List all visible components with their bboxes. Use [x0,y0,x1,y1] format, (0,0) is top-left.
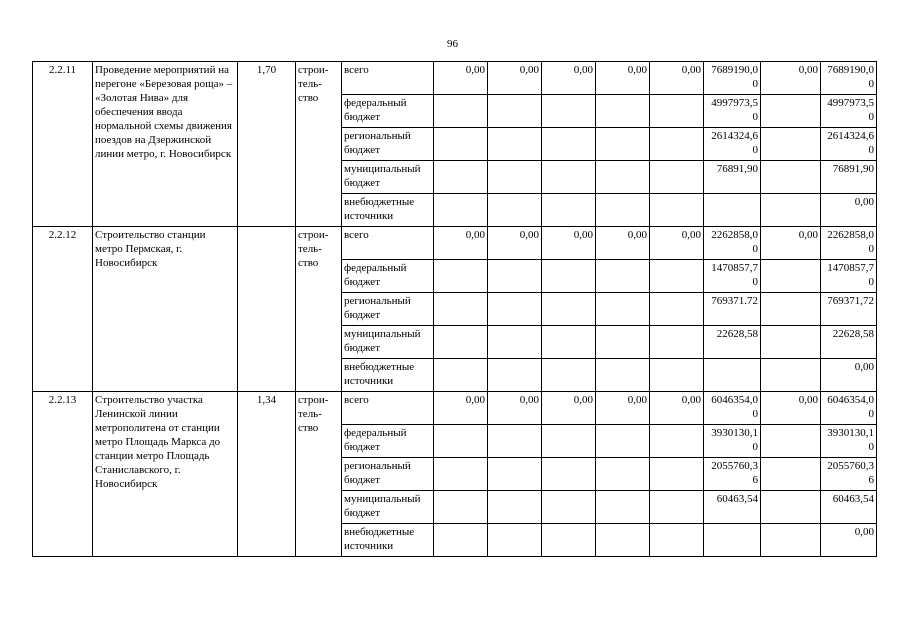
funding-source-label: федеральный бюджет [342,95,434,128]
amount-v3 [542,491,596,524]
amount-v3 [542,128,596,161]
amount-v2: 0,00 [488,227,542,260]
amount-v7 [761,425,821,458]
amount-v1 [434,425,488,458]
funding-source-label: всего [342,227,434,260]
amount-v6: 2614324,60 [704,128,761,161]
amount-v2 [488,260,542,293]
amount-v4 [596,194,650,227]
amount-v7 [761,161,821,194]
amount-v2 [488,491,542,524]
page-number: 96 [447,38,458,50]
funding-source-label: региональный бюджет [342,458,434,491]
amount-v7 [761,359,821,392]
amount-total: 2262858,00 [821,227,877,260]
amount-v7 [761,458,821,491]
amount-v1 [434,458,488,491]
amount-v2 [488,293,542,326]
funding-source-label: внебюджетные источники [342,359,434,392]
amount-v6: 769371.72 [704,293,761,326]
item-type: строи-тель-ство [296,392,342,557]
amount-v5 [650,260,704,293]
amount-v6: 3930130,10 [704,425,761,458]
amount-v3 [542,359,596,392]
amount-v4: 0,00 [596,227,650,260]
amount-v3: 0,00 [542,392,596,425]
amount-total: 0,00 [821,524,877,557]
item-name: Строительство станции метро Пермская, г. Новосибирск [93,227,238,392]
amount-v3 [542,524,596,557]
funding-source-label: федеральный бюджет [342,425,434,458]
amount-total: 2055760,36 [821,458,877,491]
amount-v4 [596,293,650,326]
amount-v5: 0,00 [650,392,704,425]
amount-v2 [488,194,542,227]
amount-total: 4997973,50 [821,95,877,128]
amount-v1 [434,95,488,128]
table-row [33,227,877,260]
item-name: Проведение мероприятий на перегоне «Березовая роща» – «Золотая Нива» для обеспечения ввода нормальной схемы движения поездов на Дзержинской линии метро, г. Новосибирск [93,62,238,227]
amount-v4 [596,359,650,392]
amount-v1: 0,00 [434,62,488,95]
amount-v7 [761,524,821,557]
amount-v1 [434,161,488,194]
table-row [33,392,877,425]
amount-v4: 0,00 [596,392,650,425]
amount-v5 [650,194,704,227]
amount-v5 [650,524,704,557]
amount-v2 [488,161,542,194]
amount-v4 [596,491,650,524]
amount-total: 1470857,70 [821,260,877,293]
amount-v5 [650,425,704,458]
amount-v7 [761,128,821,161]
amount-v4 [596,524,650,557]
amount-total: 3930130,10 [821,425,877,458]
amount-v7 [761,95,821,128]
amount-total: 7689190,00 [821,62,877,95]
amount-v5 [650,293,704,326]
amount-v7: 0,00 [761,227,821,260]
amount-v7 [761,293,821,326]
amount-v5 [650,95,704,128]
amount-v4 [596,326,650,359]
amount-v4 [596,128,650,161]
amount-v1 [434,128,488,161]
item-type: строи-тель-ство [296,62,342,227]
amount-v6: 1470857,70 [704,260,761,293]
amount-v4 [596,425,650,458]
amount-v6: 22628,58 [704,326,761,359]
amount-v3: 0,00 [542,62,596,95]
amount-v1: 0,00 [434,392,488,425]
amount-total: 22628,58 [821,326,877,359]
amount-v3 [542,293,596,326]
amount-v7 [761,491,821,524]
amount-v3 [542,95,596,128]
amount-total: 76891,90 [821,161,877,194]
amount-v1: 0,00 [434,227,488,260]
amount-v5 [650,458,704,491]
amount-v6: 7689190,00 [704,62,761,95]
amount-total: 6046354,00 [821,392,877,425]
item-name: Строительство участка Ленинской линии метрополитена от станции метро Площадь Маркса до станции метро Площадь Станиславского, г. Новосибирск [93,392,238,557]
amount-v7: 0,00 [761,62,821,95]
amount-v1 [434,194,488,227]
funding-source-label: муниципальный бюджет [342,491,434,524]
amount-v1 [434,326,488,359]
amount-v6: 76891,90 [704,161,761,194]
funding-source-label: внебюджетные источники [342,194,434,227]
amount-v3 [542,260,596,293]
amount-v4: 0,00 [596,62,650,95]
funding-source-label: всего [342,62,434,95]
amount-v3 [542,194,596,227]
amount-v5 [650,326,704,359]
amount-v1 [434,260,488,293]
amount-v5 [650,491,704,524]
amount-v3 [542,326,596,359]
amount-v2 [488,326,542,359]
amount-v5: 0,00 [650,62,704,95]
amount-v2 [488,95,542,128]
amount-v7 [761,326,821,359]
funding-source-label: муниципальный бюджет [342,326,434,359]
amount-total: 2614324,60 [821,128,877,161]
amount-total: 0,00 [821,359,877,392]
amount-v6 [704,194,761,227]
funding-source-label: муниципальный бюджет [342,161,434,194]
funding-source-label: внебюджетные источники [342,524,434,557]
amount-v5: 0,00 [650,227,704,260]
amount-v5 [650,359,704,392]
amount-v4 [596,95,650,128]
item-code: 2.2.12 [33,227,93,392]
amount-total: 60463,54 [821,491,877,524]
amount-v7: 0,00 [761,392,821,425]
amount-total: 769371,72 [821,293,877,326]
table-body [33,62,877,557]
item-length: 1,70 [238,62,296,227]
amount-v4 [596,161,650,194]
amount-v1 [434,524,488,557]
amount-v5 [650,161,704,194]
amount-v3 [542,425,596,458]
amount-v2 [488,359,542,392]
item-type: строи-тель-ство [296,227,342,392]
item-length [238,227,296,392]
item-code: 2.2.11 [33,62,93,227]
amount-v2 [488,425,542,458]
amount-v2 [488,128,542,161]
amount-v6: 2055760,36 [704,458,761,491]
amount-v1 [434,359,488,392]
amount-v5 [650,128,704,161]
amount-v1 [434,491,488,524]
amount-v6: 2262858,00 [704,227,761,260]
amount-v6: 60463,54 [704,491,761,524]
funding-source-label: всего [342,392,434,425]
amount-v4 [596,260,650,293]
amount-v7 [761,194,821,227]
amount-v6: 6046354,00 [704,392,761,425]
item-code: 2.2.13 [33,392,93,557]
amount-v3 [542,161,596,194]
amount-v6 [704,359,761,392]
funding-source-label: региональный бюджет [342,128,434,161]
amount-v7 [761,260,821,293]
amount-v2 [488,524,542,557]
amount-v1 [434,293,488,326]
amount-v2: 0,00 [488,392,542,425]
amount-v3: 0,00 [542,227,596,260]
amount-v6 [704,524,761,557]
amount-v2: 0,00 [488,62,542,95]
item-length: 1,34 [238,392,296,557]
amount-v3 [542,458,596,491]
amount-v2 [488,458,542,491]
funding-source-label: региональный бюджет [342,293,434,326]
amount-v4 [596,458,650,491]
table-row [33,62,877,95]
funding-source-label: федеральный бюджет [342,260,434,293]
amount-v6: 4997973,50 [704,95,761,128]
budget-table [32,61,877,557]
amount-total: 0,00 [821,194,877,227]
